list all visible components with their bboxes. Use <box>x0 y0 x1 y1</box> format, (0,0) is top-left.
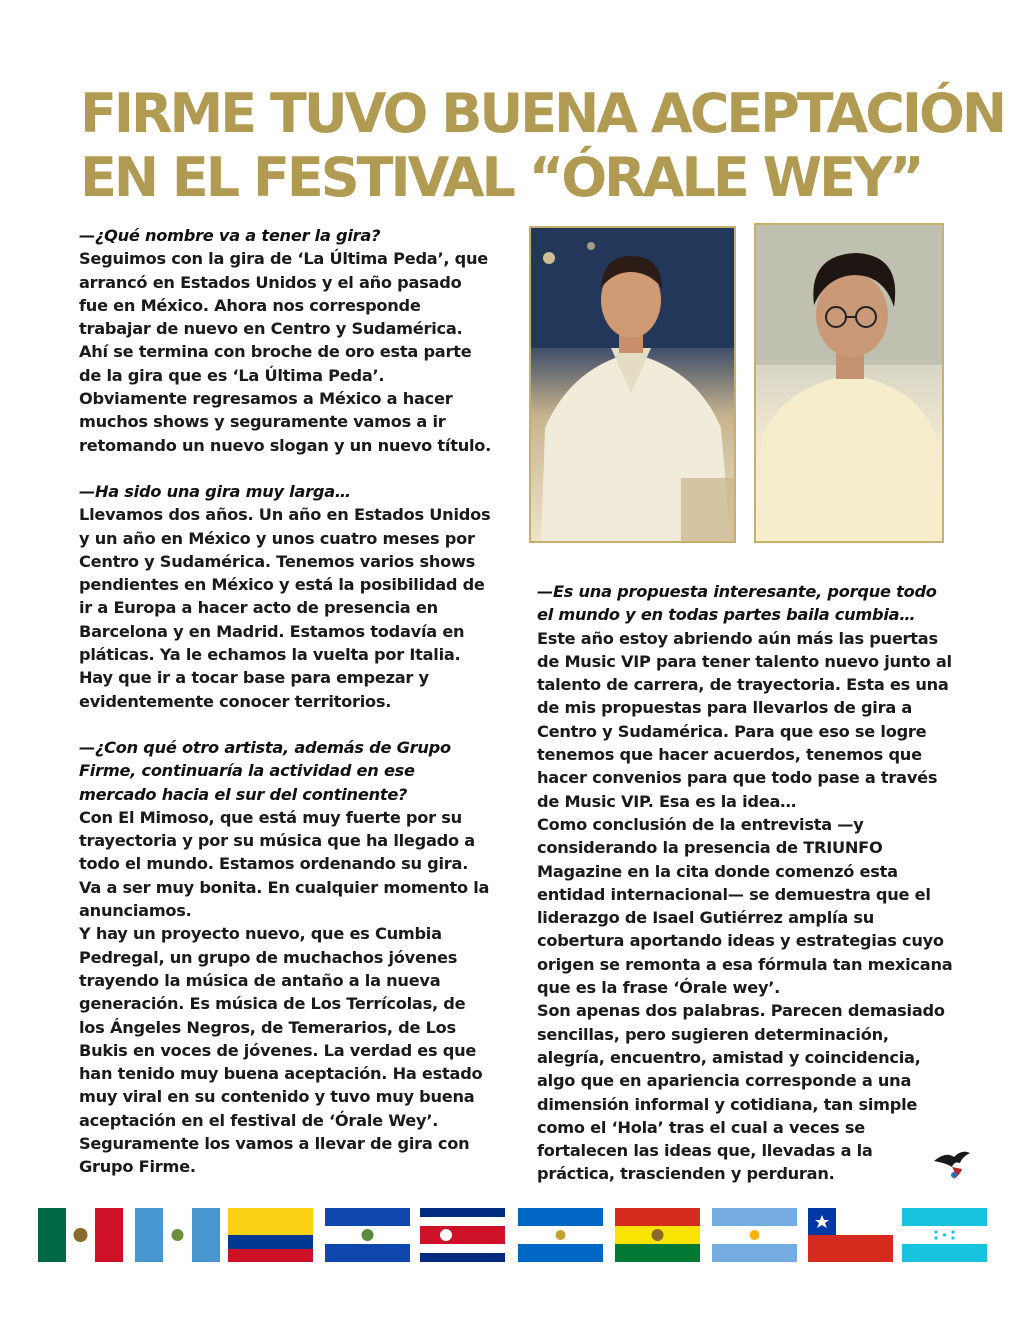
eagle-end-mark-icon <box>932 1147 972 1181</box>
guatemala-flag-icon <box>135 1208 220 1262</box>
right-column <box>537 580 953 1186</box>
answer-1: Seguimos con la gira de ‘La Última Peda’, que arrancó en Estados Unidos y el año pasado fue en México. Ahora nos corresponde trabajar de nuevo en Centro y Sudamérica. Ahí se termina con broche de oro esta parte de la gira que es ‘La Última Peda’. Obviamente regresamos a México a hacer muchos shows y seguramente vamos a ir retomando un nuevo slogan y un nuevo título. <box>79 249 492 455</box>
closing-paragraph: Son apenas dos palabras. Parecen demasiado sencillas, pero sugieren determinación, alegría, encuentro, amistad y coincidencia, algo que en apariencia corresponde a una dimensión informal y cotidiana, tan simple como el ‘Hola’ tras el cual a veces se fortalecen las ideas que, llevadas a la práctica, trascienden y perduran. <box>537 1001 945 1184</box>
chile-flag-icon <box>808 1208 893 1262</box>
honduras-flag-icon <box>902 1208 987 1262</box>
headline-line-1: FIRME TUVO BUENA ACEPTACIÓN <box>80 82 1005 145</box>
answer-4: Este año estoy abriendo aún más las puertas de Music VIP para tener talento nuevo junto al talento de carrera, de trayectoria. Esta es una de mis propuestas para llevarlos de gira a Centro y Sudamérica. Para que eso se logre tenemos que hacer acuerdos, tenemos que hacer convenios para que todo pase a través de Music VIP. Esa es la idea… <box>537 628 952 811</box>
headline <box>80 82 1005 210</box>
answer-2: Llevamos dos años. Un año en Estados Unidos y un año en México y unos cuatro meses por Centro y Sudamérica. Tenemos varios shows pendientes en México y está la posibilidad de ir a Europa a hacer acto de presencia en Barcelona y en Madrid. Estamos todavía en pláticas. Ya le echamos la vuelta por Italia. Hay que ir a tocar base para empezar y evidentemente conocer territorios. <box>79 505 491 711</box>
question-2: —Ha sido una gira muy larga… <box>79 481 351 501</box>
el-salvador-flag-icon <box>325 1208 410 1262</box>
flags-row <box>38 1208 988 1264</box>
costa-rica-flag-icon <box>420 1208 505 1262</box>
colombia-flag-icon <box>228 1208 313 1262</box>
bolivia-flag-icon <box>615 1208 700 1262</box>
question-4: —Es una propuesta interesante, porque todo el mundo y en todas partes baila cumbia… <box>537 582 937 625</box>
question-3: —¿Con qué otro artista, además de Grupo Firme, continuaría la actividad en ese mercado hacia el sur del continente? <box>79 737 451 804</box>
answer-3: Con El Mimoso, que está muy fuerte por su trayectoria y por su música que ha llegado a todo el mundo. Estamos ordenando su gira. Va a ser muy bonita. En cualquier momento la anunciamos. <box>79 807 490 921</box>
headline-line-2: EN EL FESTIVAL “ÓRALE WEY” <box>80 146 922 209</box>
man-in-white-shirt-photo <box>529 226 736 543</box>
answer-3b: Y hay un proyecto nuevo, que es Cumbia Pedregal, un grupo de muchachos jóvenes trayendo la música de antaño a la nueva generación. Es música de Los Terrícolas, de los Ángeles Negros, de Temerarios, de Los Bukis en voces de jóvenes. La verdad es que han tenido muy buena aceptación. Ha estado muy viral en su contenido y tuvo muy buena aceptación en el festival de ‘Órale Wey’. Seguramente los vamos a llevar de gira con Grupo Firme. <box>79 924 483 1177</box>
question-1: —¿Qué nombre va a tener la gira? <box>79 226 381 245</box>
conclusion-paragraph: Como conclusión de la entrevista —y considerando la presencia de TRIUNFO Magazine en la cita donde comenzó esta entidad internacional— se demuestra que el liderazgo de Isael Gutiérrez amplía su cobertura aportando ideas y estrategias cuyo origen se remonta a esa fórmula tan mexicana que es la frase ‘Órale wey’. <box>537 814 953 998</box>
argentina-flag-icon <box>712 1208 797 1262</box>
young-man-with-glasses-photo <box>754 223 944 543</box>
mexico-flag-icon <box>38 1208 123 1262</box>
nicaragua-flag-icon <box>518 1208 603 1262</box>
left-column <box>79 224 493 1179</box>
